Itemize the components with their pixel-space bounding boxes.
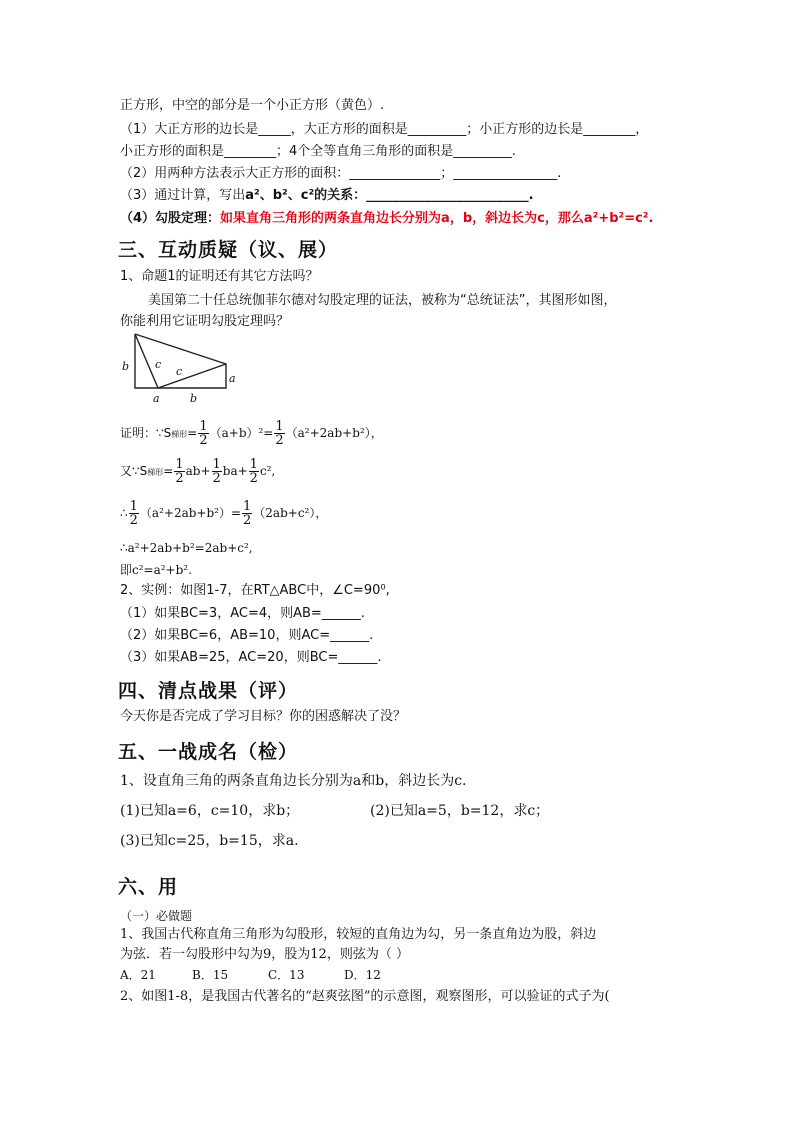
fraction-half: $\frac{1}{2}$	[249, 457, 258, 486]
s5-question-1-2: (2)已知a=5，b=12，求c；	[370, 803, 550, 819]
intro-line: 正方形，中空的部分是一个小正方形（黄色）.	[120, 98, 385, 113]
proof-2-equals: =	[163, 464, 174, 478]
question-1a: （1）大正方形的边长是_____，大正方形的面积是_________；小正方形的边长是________，	[120, 122, 649, 137]
s3-question-2-3: （3）如果AB=25，AC=20，则BC=______.	[120, 650, 382, 665]
option-b: B．15	[192, 968, 229, 982]
proof-line-2	[120, 458, 275, 485]
question-1b: 小正方形的面积是________；4个全等直角三角形的面积是_________.	[120, 144, 516, 159]
proof-2-prefix: 又∵S	[120, 464, 148, 478]
theorem-text: 如果直角三角形的两条直角边长分别为a，b，斜边长为c，那么a²+b²=c².	[220, 211, 654, 226]
proof-3-middle: （a²+2ab+b²）=	[139, 506, 242, 520]
proof-3-end: （2ab+c²），	[253, 506, 328, 520]
proof-1-prefix: 证明：∵S	[120, 426, 172, 440]
question-2: （2）用两种方法表示大正方形的面积：______________；________________.	[120, 166, 562, 181]
question-3	[120, 187, 534, 205]
fraction-half: $\frac{1}{2}$	[243, 499, 252, 528]
s3-question-2-2: （2）如果BC=6，AB=10，则AC=______.	[120, 628, 374, 643]
proof-line-4: ∴a²+2ab+b²=2ab+c²,	[120, 541, 253, 555]
s3-paragraph-2: 你能利用它证明勾股定理吗？	[120, 314, 290, 329]
proof-line-5: 即c²=a²+b².	[120, 563, 192, 577]
proof-1-subscript: 梯形	[171, 430, 188, 439]
label-c-1: c	[155, 358, 162, 371]
question-3-prefix: （3）通过计算，写出	[120, 188, 246, 203]
label-a-right: a	[229, 372, 236, 385]
hypotenuse-right	[158, 364, 226, 388]
option-d: D．12	[344, 968, 381, 982]
s6-question-1a: 1、我国古代称直角三角形为勾股形，较短的直角边为勾，另一条直角边为股，斜边	[120, 927, 597, 942]
section-4-heading: 四、清点战果（评）	[118, 680, 299, 702]
label-b-bottom: b	[190, 392, 198, 405]
s3-question-2: 2、实例：如图1-7，在RT△ABC中，∠C=90⁰,	[120, 583, 390, 598]
section-6-heading: 六、用	[118, 876, 179, 898]
proof-1-equals: =	[187, 426, 198, 440]
label-b-left: b	[122, 360, 130, 373]
section-3-heading: 三、互动质疑（议、展）	[118, 239, 339, 261]
proof-2-subscript: 梯形	[147, 468, 164, 477]
s6-question-1b: 为弦．若一勾股形中勾为9，股为12，则弦为（ ）	[120, 947, 409, 962]
proof-3-prefix: ∴	[120, 506, 128, 520]
s4-text: 今天你是否完成了学习目标？你的困惑解决了没？	[120, 709, 407, 724]
s6-subheading: （一）必做题	[120, 909, 193, 923]
proof-line-3	[120, 500, 327, 527]
fraction-half: $\frac{1}{2}$	[212, 457, 221, 486]
proof-line-1	[120, 420, 383, 447]
fraction-half: $\frac{1}{2}$	[175, 457, 184, 486]
option-a: A．21	[120, 968, 156, 982]
proof-2-term-2: ba+	[222, 464, 248, 478]
pythagorean-theorem	[120, 210, 653, 228]
question-3-relation: a²、b²、c²的关系：_________________________.	[245, 188, 534, 203]
s6-question-2: 2、如图1-8，是我国古代著名的“赵爽弦图”的示意图，观察图形，可以验证的式子为(	[120, 989, 610, 1004]
s5-question-1-1: (1)已知a=6，c=10，求b；	[120, 803, 300, 819]
fraction-half: $\frac{1}{2}$	[199, 419, 208, 448]
label-c-2: c	[176, 365, 183, 378]
s3-question-2-1: （1）如果BC=3，AC=4，则AB=______.	[120, 606, 365, 621]
fraction-half: $\frac{1}{2}$	[129, 499, 138, 528]
s3-paragraph-1: 美国第二十任总统伽菲尔德对勾股定理的证法，被称为“总统证法”，其图形如图，	[148, 293, 617, 308]
proof-2-term-3: c²,	[259, 464, 276, 478]
proof-2-term-1: ab+	[185, 464, 211, 478]
s3-question-1: 1、命题1的证明还有其它方法吗？	[120, 269, 319, 284]
theorem-label: （4）勾股定理：	[120, 211, 221, 226]
s5-question-1-3: (3)已知c=25，b=15，求a.	[120, 833, 299, 849]
fraction-half: $\frac{1}{2}$	[275, 419, 284, 448]
section-5-heading: 五、一战成名（检）	[118, 741, 299, 763]
label-a-bottom: a	[153, 392, 160, 405]
option-c: C．13	[268, 968, 305, 982]
trapezoid-figure	[118, 330, 243, 408]
proof-1-end: （a²+2ab+b²），	[285, 426, 383, 440]
s5-question-1: 1、设直角三角的两条直角边长分别为a和b，斜边长为c.	[120, 773, 467, 789]
proof-1-middle: （a+b）²=	[209, 426, 274, 440]
